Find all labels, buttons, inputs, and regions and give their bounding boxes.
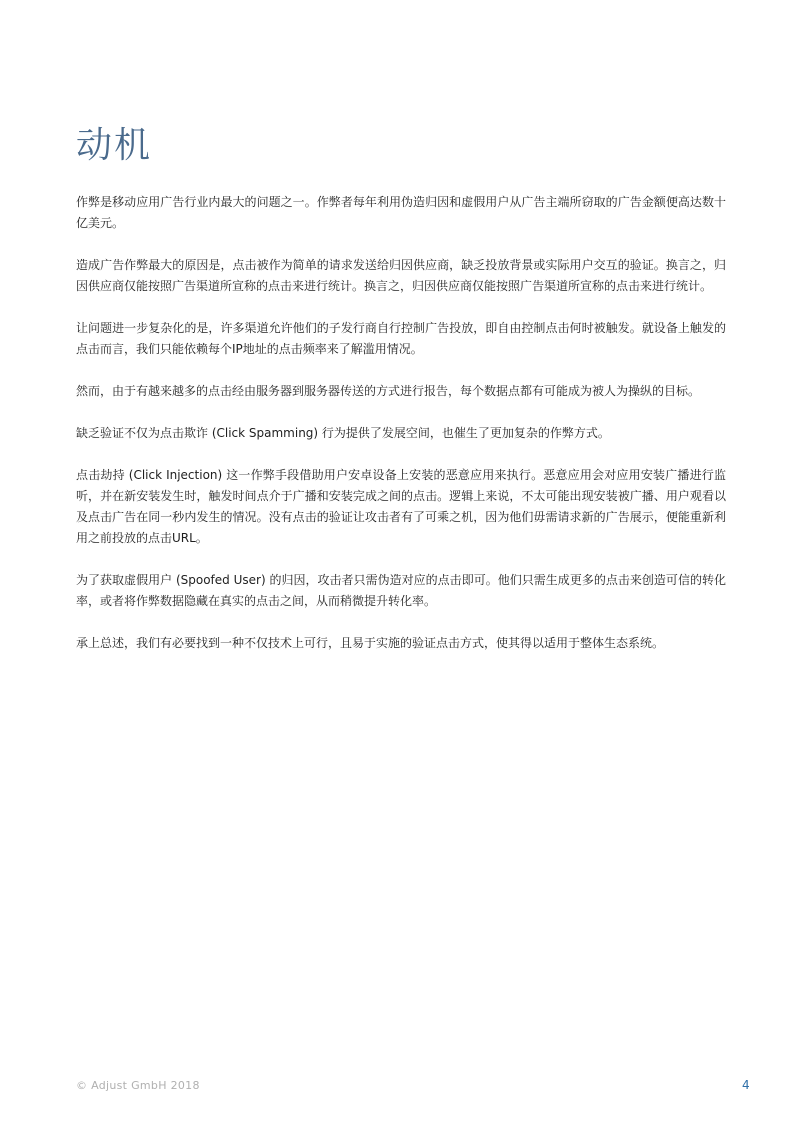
paragraph: 然而，由于有越来越多的点击经由服务器到服务器传送的方式进行报告，每个数据点都有可能成为被人为操纵的目标。: [76, 384, 701, 398]
paragraph: 缺乏验证不仅为点击欺诈 (Click Spamming) 行为提供了发展空间，也催生了更加复杂的作弊方式。: [76, 426, 610, 440]
page-title: 动机: [76, 125, 153, 166]
paragraph: 让问题进一步复杂化的是，许多渠道允许他们的子发行商自行控制广告投放，即自由控制点击何时被触发。就设备上触发的点击而言，我们只能依赖每个IP地址的点击频率来了解滥用情况。: [76, 321, 726, 356]
paragraph: 造成广告作弊最大的原因是，点击被作为简单的请求发送给归因供应商，缺乏投放背景或实际用户交互的验证。换言之，归因供应商仅能按照广告渠道所宣称的点击来进行统计。换言之，归因供应商仅能按照广告渠道所宣称的点击来进行统计。: [76, 258, 726, 293]
footer-copyright: © Adjust GmbH 2018: [76, 1079, 200, 1092]
paragraph: 为了获取虚假用户 (Spoofed User) 的归因，攻击者只需伪造对应的点击即可。他们只需生成更多的点击来创造可信的转化率，或者将作弊数据隐藏在真实的点击之间，从而稍微提升转化率。: [76, 573, 726, 608]
body-text: [76, 192, 726, 675]
paragraph: 承上总述，我们有必要找到一种不仅技术上可行，且易于实施的验证点击方式，使其得以适用于整体生态系统。: [76, 636, 665, 650]
page-number: 4: [742, 1078, 750, 1092]
paragraph: 作弊是移动应用广告行业内最大的问题之一。作弊者每年利用伪造归因和虚假用户从广告主端所窃取的广告金额便高达数十亿美元。: [76, 195, 726, 230]
paragraph: 点击劫持 (Click Injection) 这一作弊手段借助用户安卓设备上安装的恶意应用来执行。恶意应用会对应用安装广播进行监听，并在新安装发生时，触发时间点介于广播和安装完成之间的点击。逻辑上来说，不太可能出现安装被广播、用户观看以及点击广告在同一秒内发生的情况。没有点击的验证让攻击者有了可乘之机，因为他们毋需请求新的广告展示，便能重新利用之前投放的点击URL。: [76, 468, 726, 545]
